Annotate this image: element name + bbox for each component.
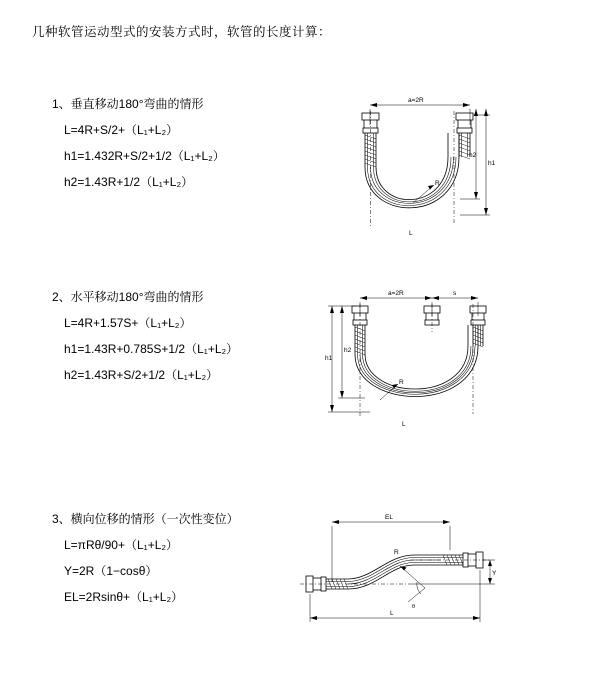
section-3-formula-2: Y=2R（1−cosθ）	[64, 564, 158, 578]
section-1-formula-2: h1=1.432R+S/2+1/2（L₁+L₂）	[64, 149, 225, 163]
section-3-heading: 3、横向位移的情形（一次性变位）	[52, 512, 239, 526]
figure-3-label-Y: Y	[492, 570, 497, 577]
section-3-formula-1: L=πRθ/90+（L₁+L₂）	[64, 538, 179, 552]
figure-2-label-h2: h2	[344, 347, 352, 354]
section-3-formula-3: EL=2Rsinθ+（L₁+L₂）	[64, 590, 184, 604]
figure-3-label-L: L	[390, 610, 394, 617]
figure-1-label-R: R	[435, 180, 440, 187]
figure-2-label-a: a=2R	[388, 290, 404, 297]
figure-1-label-L: L	[409, 230, 413, 237]
figure-3	[290, 510, 500, 635]
figure-1-label-h2: h2	[469, 152, 477, 159]
figure-1-label-a: a=2R	[408, 97, 424, 104]
section-2-heading: 2、水平移动180°弯曲的情形	[52, 290, 204, 304]
section-1-text	[52, 95, 312, 199]
figure-2-label-s: s	[453, 290, 457, 297]
section-2-text	[52, 288, 312, 392]
figure-2-drawing	[310, 288, 500, 448]
page-title: 几种软管运动型式的安装方式时，软管的长度计算：	[32, 25, 332, 39]
section-1-formula-3: h2=1.43R+1/2（L₁+L₂）	[64, 175, 194, 189]
section-1-formula-1: L=4R+S/2+（L₁+L₂）	[64, 123, 179, 137]
section-1-heading: 1、垂直移动180°弯曲的情形	[52, 97, 204, 111]
figure-3-drawing	[290, 510, 500, 635]
figure-2-label-R: R	[399, 379, 404, 386]
section-2-formula-2: h1=1.43R+0.785S+1/2（L₁+L₂）	[64, 342, 239, 356]
figure-3-label-theta: θ	[412, 604, 416, 610]
section-2-formula-1: L=4R+1.57S+（L₁+L₂）	[64, 316, 192, 330]
section-2-formula-3: h2=1.43R+S/2+1/2（L₁+L₂）	[64, 368, 219, 382]
section-3-text	[52, 510, 312, 614]
figure-1-drawing	[310, 95, 500, 275]
figure-1-label-h1: h1	[488, 160, 496, 167]
figure-3-label-EL: EL	[385, 514, 393, 521]
figure-3-label-R: R	[394, 549, 399, 556]
figure-1	[310, 95, 500, 275]
figure-2	[310, 288, 500, 448]
figure-2-label-h1: h1	[325, 355, 333, 362]
figure-2-label-L: L	[402, 421, 406, 428]
